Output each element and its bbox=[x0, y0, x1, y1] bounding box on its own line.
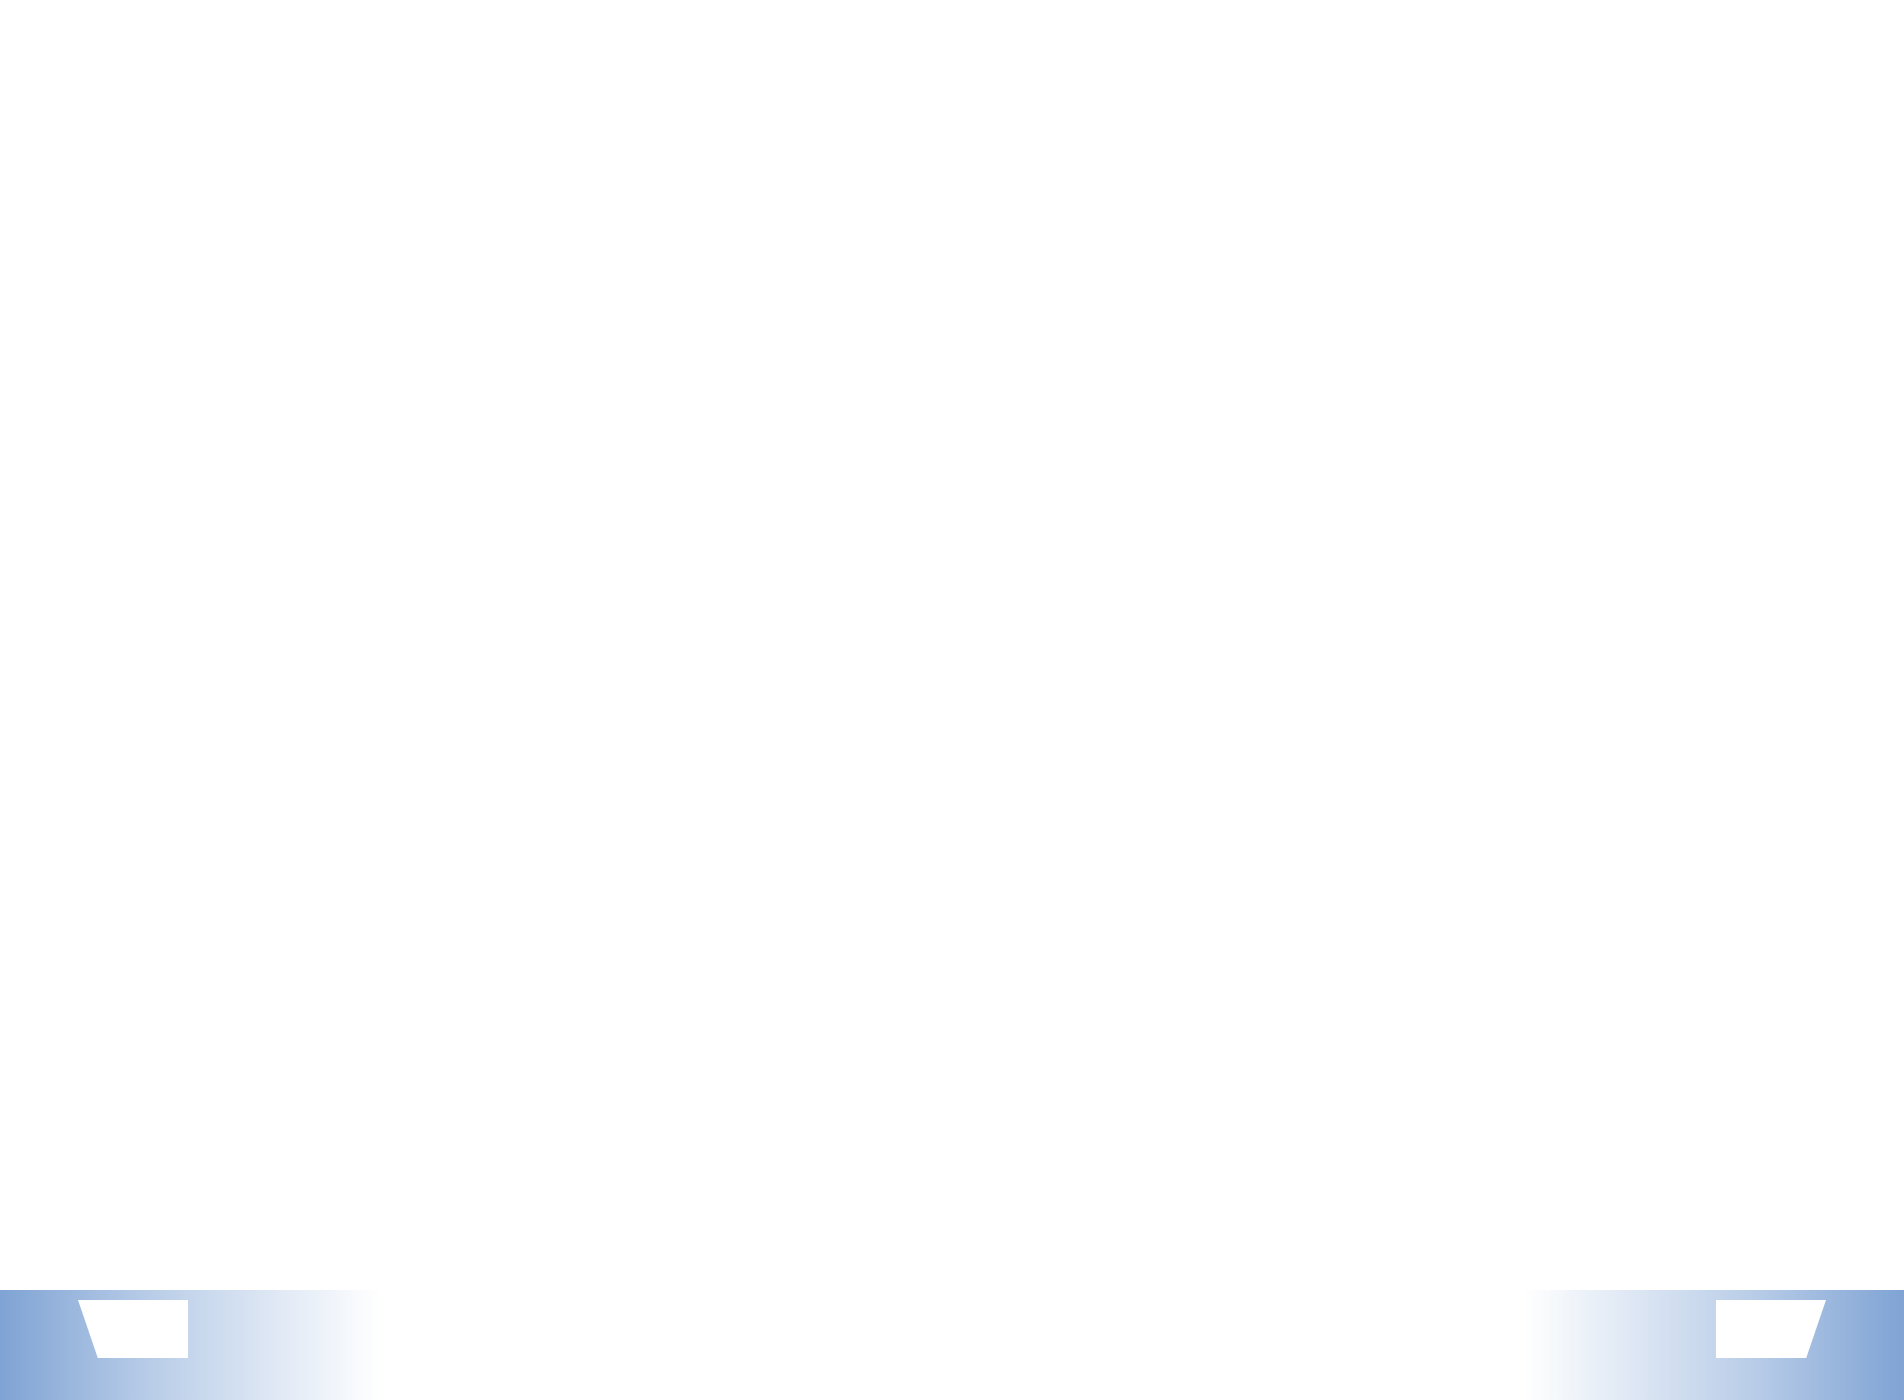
footer-band-right bbox=[1524, 1290, 1904, 1400]
footer-band-left bbox=[0, 1290, 380, 1400]
